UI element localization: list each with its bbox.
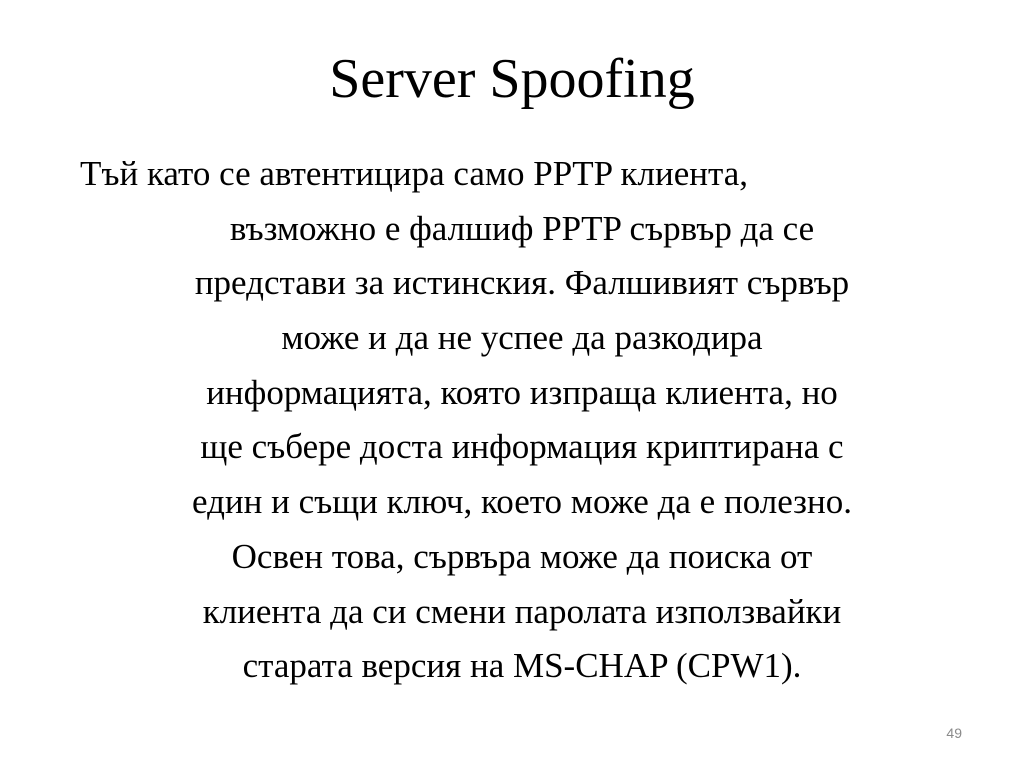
body-line: ще събере доста информация криптирана с [200,427,844,467]
body-line: Тъй като се автентицира само PPTP клиента, [80,154,749,193]
body-line: Освен това, сървъра може да поиска от [231,536,813,576]
body-line: старата версия на MS-CHAP (CPW1). [242,646,802,686]
page-number: 49 [946,725,962,741]
body-line: възможно е фалшиф PPTP сървър да се [229,208,815,248]
body-line: представи за истинския. Фалшивият сървър [194,263,850,303]
slide-title: Server Spoofing [329,48,695,110]
body-line: информацията, която изпраща клиента, но [206,372,838,412]
body-line: един и същи ключ, което може да е полезно. [192,482,852,522]
slide-body [72,147,972,694]
body-line: клиента да си смени паролата използвайки [202,591,842,631]
body-line: може и да не успее да разкодира [281,318,763,358]
